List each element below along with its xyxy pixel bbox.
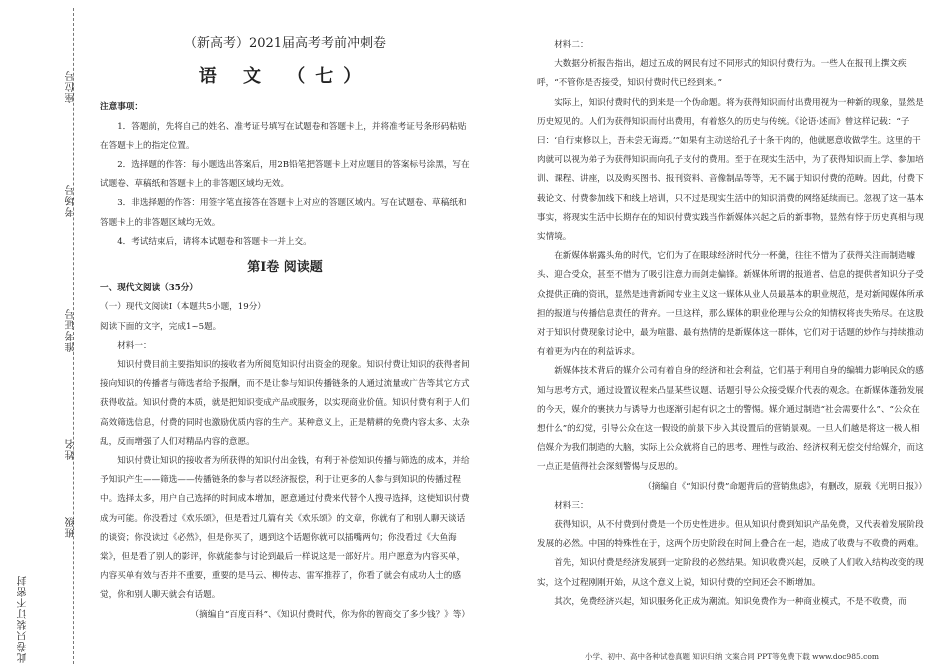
subpart-heading: （一）现代文阅读Ⅰ（本题共5小题，19分） [100,302,266,313]
material1-paragraph: 知识付费目前主要指知识的接收者为所阅览知识付出资金的现象。知识付费让知识的获得者间接向知识的传播者与筛选者给予报酬，而不是让参与知识传播链条的人通过流量或广告等其它方式获得收益。知识付费的本质，就是把知识变成产品或服务，以实现商业价值。知识付费有利于人们高效筛选信息，付费的同时也激励优质内容的生产。某种意义上，正是精耕的免费内容太多、太杂乱，反而增强了人们对精品内容的意愿。 [100,360,470,447]
name-label: 姓名 [66,438,77,460]
notice-item: 1．答题前，先将自己的姓名、准考证号填写在试题卷和答题卡上，并将准考证号条形码粘贴在答题卡上的指定位置。 [100,121,467,151]
binding-margin [0,0,80,672]
material-label: 材料一： [117,340,152,351]
notice-item: 4．考试结束后，请将本试题卷和答题卡一并上交。 [117,236,312,247]
ticket-number-label: 准考证号 [66,308,77,352]
material2-source: （摘编自《“知识付费”命题背后的营销焦虑》，有删改，原载《光明日报》） [643,481,927,492]
footer-ad: 小学、初中、高中各种试卷真题 知识归纳 文案合同 PPT等免费下载 www.doc985.com [585,652,879,661]
material2-paragraph: 新媒体技术背后的媒介公司有着自身的经济和社会利益，它们基于利用自身的编辑力影响民众的感知与思考方式，通过设置议程来凸显某些议题、话题引导公众接受媒介代表的观念。在新媒体蓬勃发展的今天，媒介的裹挟力与诱导力也逐渐引起有识之士的警惕。媒介通过制造“社会需要什么”、“公众在想什么”的幻觉，引导公众在这一假设的前景下步入其设置后的营销景观。一旦人们越是将这一极人相信媒介为我们制造的大脑，实际上公众就将自己的思考、理性与政治、经济权利无偿交付给媒介，而这一点正是值得社会深刻警惕与反思的。 [537,366,924,473]
exam-title: （新高考）2021届高考考前冲刺卷 [183,36,387,51]
material-label: 材料二： [554,40,589,50]
right-column [537,36,927,612]
material1-paragraph: 知识付费让知识的接收者为所获得的知识付出金钱，有利于补偿知识传播与筛选的成本，并给予知识产生——筛选——传播链条的参与者以经济报偿，利于让更多的人参与到知识的传播过程中。选择太多，用户自己选择的时间成本增加，愿意通过付费来代替个人搜寻选择，这使知识付费成为可能。你没看过《欢乐颂》，但是看过几篇有关《欢乐颂》的文章，你就有了和别人聊天谈话的谈资；你没读过《必然》，但是你买了，遇到这个话题你就可以插嘴两句；你没看过《大鱼海棠》，但是看了别人的影评，你就能参与讨论到最后一样说这是一部好片。用户愿意为内容买单，内容买单有效与否并不重要，重要的是马云、柳传志、雷军推荐了，你看了就会有成功人士的感觉，你和别人聊天就会有话题。 [100,456,470,601]
subject-title: 语 文 （七） [198,66,372,88]
material2-paragraph: 大数据分析报告指出，超过五成的网民有过不同形式的知识付费行为。一些人在报刊上撰文疾呼，“不管你是否接受，知识付费时代已经到来。” [537,59,907,89]
material3-paragraph: 首先，知识付费是经济发展到一定阶段的必然结果。知识收费兴起，反映了人们收入结构改变的现实，这个过程刚刚开始，从这个意义上说，知识付费的空间还会不断增加。 [537,558,924,588]
material3-paragraph: 获得知识，从不付费到付费是一个历史性进步。但从知识付费到知识产品免费，又代表着发展阶段发展的必然。中国的特殊性在于，这两个历史阶段在时间上叠合在一起，造成了收费与不收费的两难。 [537,520,924,550]
class-label: 班级 [66,516,77,538]
notice-item: 2．选择题的作答：每小题选出答案后，用2B铅笔把答题卡上对应题目的答案标号涂黑，写在试题卷、草稿纸和答题卡上的非答题区域均无效。 [100,160,470,190]
notice-title: 注意事项： [100,102,143,113]
material2-paragraph: 实际上，知识付费时代的到来是一个伪命题。将为获得知识而付出费用视为一种新的现象，显然是历史短见的。人们为获得知识而付出费用，有着悠久的历史与传统。《论语·述而》曾这样记载：“子曰：‘自行束修以上，吾未尝无诲焉。’”如果有主动送给孔子十条干肉的，他就愿意收做学生。这里的干肉就可以视为弟子为获得知识而向孔子支付的费用。至于在现实生活中，为了获得知识而上学、参加培训、课程、讲座，以及购买图书、报刊资料、音像制品等等，无不属于知识付费的范畴。因此，付费下载论文、付费参加线下和线上培训，只不过是现实生活中的知识消费的网络延续而已。忽视了这一基本事实，将现实生活中长期存在的知识付费实践当作新媒体兴起之后的新事物，显然有悖于历史真相与现实情境。 [537,97,924,243]
left-column [100,34,470,625]
material3-paragraph: 其次，免费经济兴起，知识服务化正成为潮流。知识免费作为一种商业模式，不是不收费，而 [554,596,907,607]
exam-room-label: 考场号 [66,184,77,217]
notice-item: 3．非选择题的作答：用签字笔直接答在答题卡上对应的答题区域内。写在试题卷、草稿纸和答题卡上的非答题区域均无效。 [100,198,467,228]
part-heading: 一、现代文阅读（35分） [100,283,198,294]
material-label: 材料三： [554,500,589,511]
seat-number-label: 座位号 [66,70,77,103]
material1-source: （摘编自“百度百科”、《知识付费时代，你为你的智商交了多少钱？》等） [190,609,470,620]
seal-notice: 此卷只装订不密封 [18,575,29,663]
instruction: 阅读下面的文字，完成1~5题。 [100,321,222,332]
material2-paragraph: 在新媒体崭露头角的时代，它们为了在眼球经济时代分一杯羹，往往不惜为了获得关注而制造噱头、迎合受众，甚至不惜为了吸引注意力而剑走偏锋。新媒体所谓的报道者、信息的提供者知识分子受众提供正确的资讯，显然是违背新闻专业主义这一媒体从业人员最基本的职业规范，是对新闻媒体所承担的报道与传播信息责任的背弃。一旦这样，那么媒体的职业伦理与公众的知情权将丧失殆尽。在这股对于知识付费现象讨论中，最为喧嚣、最有热情的是新媒体这一群体，它们对于话题的炒作与持续推动有着更为内在的利益诉求。 [537,251,924,358]
section-title: 第Ⅰ卷 阅读题 [247,260,323,276]
